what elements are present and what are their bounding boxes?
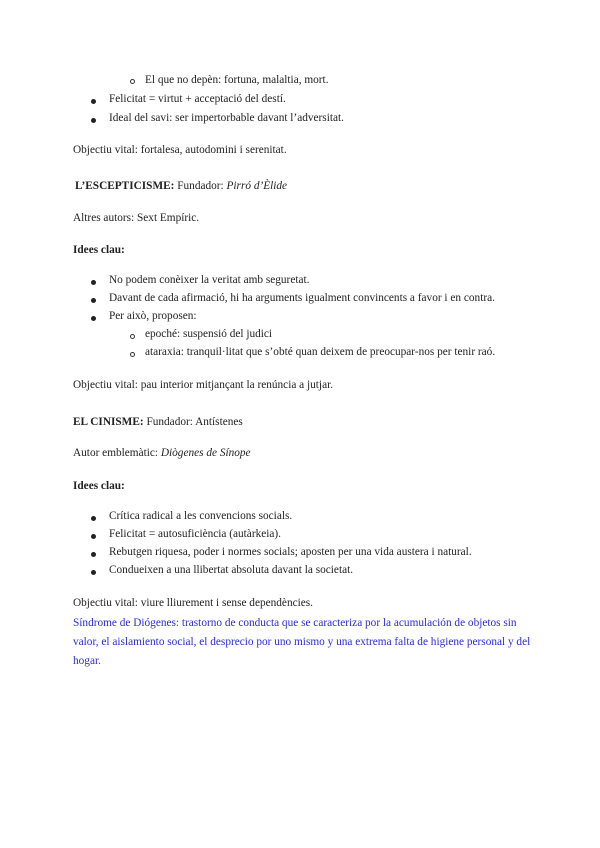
emblematic-author: [73, 446, 251, 461]
objective-text: Objectiu vital: viure lliurement i sense dependències.: [73, 597, 313, 609]
list-item: Per això, proposen:: [109, 310, 197, 322]
bullet-icon: [91, 118, 96, 123]
founder-name: Pirró d’Èlide: [226, 180, 288, 192]
other-authors: Altres autors: Sext Empíric.: [73, 212, 200, 224]
section-heading-cynicism: [73, 415, 243, 430]
emblem-name: Diògenes de Sínope: [160, 447, 251, 459]
sub-bullet-icon: [130, 79, 135, 84]
list-item: Rebutgen riquesa, poder i normes socials; aposten per una vida austera i natural.: [109, 546, 472, 558]
section-heading-skepticism: [75, 179, 287, 194]
list-item: Davant de cada afirmació, hi ha arguments igualment convincents a favor i en contra.: [109, 292, 495, 304]
list-sub-item: El que no depèn: fortuna, malaltia, mort.: [145, 74, 329, 86]
list-item: Felicitat = virtut + acceptació del destí.: [109, 93, 286, 105]
section-title: L’ESCEPTICISME:: [75, 180, 175, 192]
objective-text: Objectiu vital: fortalesa, autodomini i serenitat.: [73, 144, 287, 156]
diogenes-syndrome-note: valor, el aislamiento social, el desprecio por uno mismo y una extrema falta de higiene personal y del: [73, 636, 531, 648]
list-item: No podem conèixer la veritat amb seguretat.: [109, 274, 310, 286]
list-item: Condueixen a una llibertat absoluta davant la societat.: [109, 564, 354, 576]
bullet-icon: [91, 534, 96, 539]
objective-text: Objectiu vital: pau interior mitjançant la renúncia a jutjar.: [73, 379, 334, 391]
list-item: Felicitat = autosuficiència (autàrkeia).: [109, 528, 281, 540]
sub-bullet-icon: [130, 352, 135, 357]
section-title: EL CINISME:: [73, 416, 144, 428]
diogenes-syndrome-note: hogar.: [73, 655, 101, 667]
bullet-icon: [91, 298, 96, 303]
founder-text: Fundador: Antístenes: [146, 416, 243, 428]
sub-bullet-icon: [130, 334, 135, 339]
bullet-icon: [91, 552, 96, 557]
list-item: Crítica radical a les convencions socials.: [109, 510, 293, 522]
diogenes-syndrome-note: Síndrome de Diógenes: trastorno de conducta que se caracteriza por la acumulación de objetos sin: [73, 617, 517, 629]
bullet-icon: [91, 280, 96, 285]
key-ideas-label: Idees clau:: [73, 480, 125, 492]
bullet-icon: [91, 516, 96, 521]
list-item: Ideal del savi: ser impertorbable davant l’adversitat.: [109, 112, 344, 124]
emblem-label: Autor emblemàtic:: [73, 447, 159, 459]
bullet-icon: [91, 570, 96, 575]
founder-label: Fundador:: [177, 180, 224, 192]
bullet-icon: [91, 99, 96, 104]
list-sub-item: epoché: suspensió del judici: [145, 328, 273, 340]
bullet-icon: [91, 316, 96, 321]
key-ideas-label: Idees clau:: [73, 244, 125, 256]
list-sub-item: ataraxia: tranquil·litat que s’obté quan deixem de preocupar-nos per tenir raó.: [145, 346, 496, 358]
